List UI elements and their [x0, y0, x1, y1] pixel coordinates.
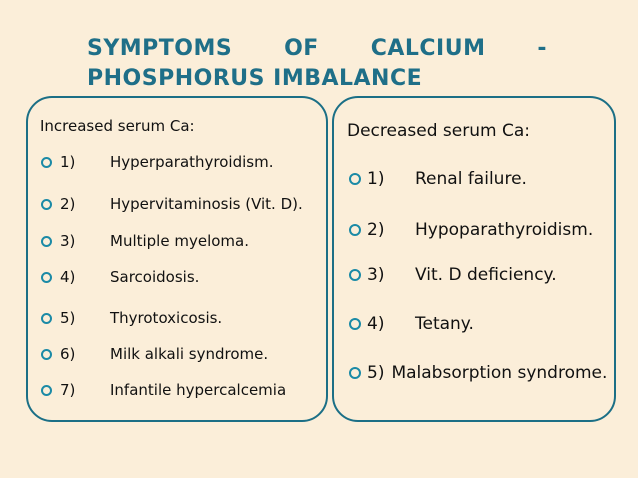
increased-panel-frame	[26, 96, 328, 422]
list-item	[349, 220, 593, 240]
item-text: Thyrotoxicosis.	[110, 309, 223, 327]
bullet-icon	[349, 269, 361, 281]
bullet-icon	[41, 313, 52, 324]
bullet-icon	[349, 318, 361, 330]
list-item	[349, 169, 527, 189]
bullet-icon	[41, 199, 52, 210]
title-word: SYMPTOMS	[87, 36, 233, 61]
item-number: 1)	[367, 169, 385, 189]
title-word: CALCIUM	[370, 36, 486, 61]
bullet-icon	[41, 157, 52, 168]
bullet-icon	[41, 349, 52, 360]
item-number: 3)	[60, 232, 76, 250]
bullet-icon	[349, 224, 361, 236]
item-number: 2)	[60, 195, 76, 213]
list-item	[349, 265, 557, 285]
item-number: 5)	[60, 309, 76, 327]
list-item	[349, 363, 607, 383]
title-word: -	[537, 36, 547, 61]
list-item	[349, 314, 474, 334]
decreased-heading: Decreased serum Ca:	[347, 121, 530, 141]
item-text: Vit. D deficiency.	[415, 265, 557, 285]
item-number: 1)	[60, 153, 76, 171]
bullet-icon	[41, 272, 52, 283]
increased-heading: Increased serum Ca:	[40, 117, 195, 135]
item-number: 4)	[60, 268, 76, 286]
item-number: 7)	[60, 381, 76, 399]
item-number: 4)	[367, 314, 385, 334]
list-item	[41, 268, 199, 286]
item-number: 2)	[367, 220, 385, 240]
list-item	[41, 195, 303, 213]
item-number: 3)	[367, 265, 385, 285]
title-word: OF	[284, 36, 319, 61]
item-number: 6)	[60, 345, 76, 363]
list-item	[41, 345, 268, 363]
list-item	[41, 381, 286, 399]
slide-title	[87, 34, 547, 94]
item-text: Hypoparathyroidism.	[415, 220, 594, 240]
bullet-icon	[349, 367, 361, 379]
title-line-2: PHOSPHORUS IMBALANCE	[87, 66, 423, 91]
list-item	[41, 232, 249, 250]
item-number: 5)	[367, 363, 385, 383]
item-text: Renal failure.	[415, 169, 527, 189]
item-text: Malabsorption syndrome.	[391, 363, 608, 383]
item-text: Sarcoidosis.	[110, 268, 200, 286]
item-text: Infantile hypercalcemia	[110, 381, 287, 399]
item-text: Tetany.	[415, 314, 474, 334]
bullet-icon	[349, 173, 361, 185]
title-line-1	[87, 34, 547, 64]
list-item	[41, 309, 222, 327]
list-item	[41, 153, 273, 171]
bullet-icon	[41, 236, 52, 247]
item-text: Hyperparathyroidism.	[110, 153, 274, 171]
bullet-icon	[41, 385, 52, 396]
item-text: Milk alkali syndrome.	[110, 345, 269, 363]
item-text: Multiple myeloma.	[110, 232, 249, 250]
item-text: Hypervitaminosis (Vit. D).	[110, 195, 303, 213]
